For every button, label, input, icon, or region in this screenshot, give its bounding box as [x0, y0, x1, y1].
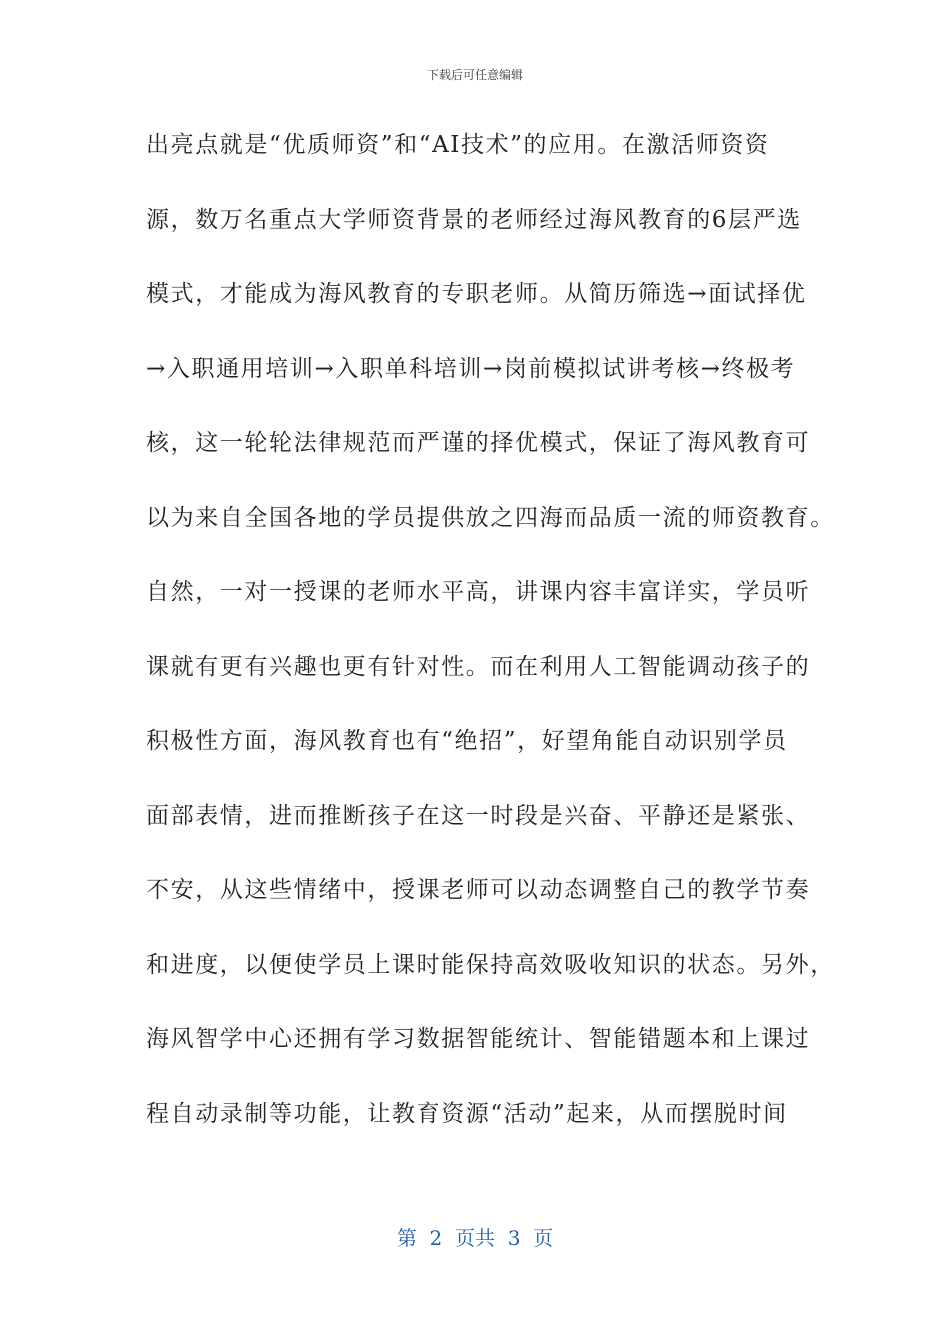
text-line: 积极性方面，海风教育也有“绝招”，好望角能自动识别学员	[146, 728, 788, 754]
text-line: 以为来自全国各地的学员提供放之四海而品质一流的师资教育。	[146, 504, 835, 531]
body-text	[146, 118, 835, 1161]
text-line: 课就有更有兴趣也更有针对性。而在利用人工智能调动孩子的	[146, 653, 811, 680]
text-line: 模式，才能成为海风教育的专职老师。从简历筛选→面试择优	[146, 281, 807, 307]
text-line: 出亮点就是“优质师资”和“AI技术”的应用。在激活师资资	[146, 132, 770, 158]
text-line: 核，这一轮轮法律规范而严谨的择优模式，保证了海风教育可	[146, 430, 811, 456]
text-line: 源，数万名重点大学师资背景的老师经过海风教育的6层严选	[146, 206, 802, 233]
text-line: 面部表情，进而推断孩子在这一时段是兴奋、平静还是紧张、	[146, 802, 811, 829]
text-line: 不安，从这些情绪中，授课老师可以动态调整自己的教学节奏	[146, 877, 811, 903]
text-line: 和进度，以便使学员上课时能保持高效吸收知识的状态。另外，	[146, 951, 835, 978]
text-line: 程自动录制等功能，让教育资源“活动”起来，从而摆脱时间	[146, 1100, 788, 1127]
text-line: →入职通用培训→入职单科培训→岗前模拟试讲考核→终极考	[146, 355, 796, 382]
page-number-footer: 第 2 页共 3 页	[396, 1226, 554, 1250]
page-header: 下载后可任意编辑	[426, 68, 523, 82]
text-line: 海风智学中心还拥有学习数据智能统计、智能错题本和上课过	[146, 1026, 811, 1052]
text-line: 自然，一对一授课的老师水平高，讲课内容丰富详实，学员听	[146, 579, 811, 605]
